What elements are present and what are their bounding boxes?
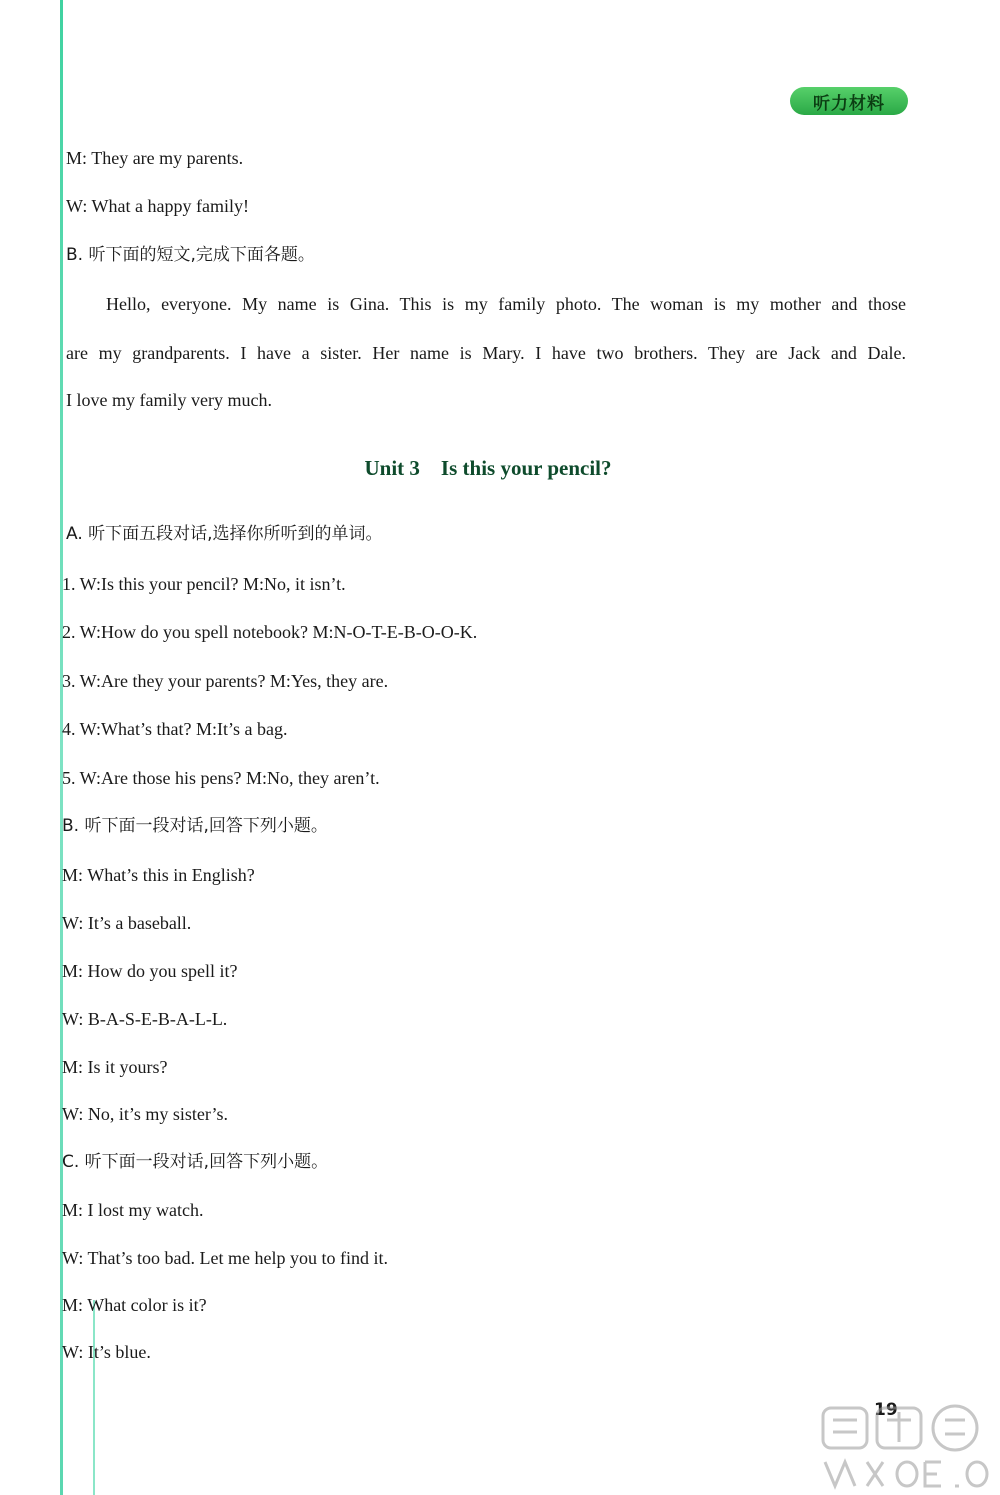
list-item: 4. W:What’s that? M:It’s a bag.	[62, 719, 288, 739]
speaker: M	[62, 1057, 79, 1077]
dialog-line: M: How do you spell it?	[62, 961, 238, 981]
speaker: M	[66, 148, 83, 168]
dialog-line: M: What’s this in English?	[62, 865, 255, 885]
speaker: W	[62, 1248, 79, 1268]
section-heading-a: A. 听下面五段对话,选择你所听到的单词。	[66, 524, 383, 544]
speaker: W	[62, 1104, 79, 1124]
section-heading-b: B. 听下面的短文,完成下面各题。	[66, 245, 315, 265]
dialog-line: M: I lost my watch.	[62, 1200, 204, 1220]
watermark-logo-icon	[815, 1402, 995, 1492]
speaker: W	[66, 196, 83, 216]
section-badge: 听力材料	[790, 87, 908, 115]
list-item: 1. W:Is this your pencil? M:No, it isn’t.	[62, 574, 346, 594]
passage-line: are my grandparents. I have a sister. Her name is Mary. I have two brothers. They are Jack and Dale.	[66, 343, 906, 363]
dialog-line: W: That’s too bad. Let me help you to find it.	[62, 1248, 388, 1268]
speaker: M	[62, 961, 79, 981]
dialog-line: M: What color is it?	[62, 1295, 207, 1315]
dialog-line: M: They are my parents.	[66, 148, 244, 168]
dialog-line: M: Is it yours?	[62, 1057, 168, 1077]
dialog-line: W: What a happy family!	[66, 196, 249, 216]
margin-rule	[60, 0, 63, 1495]
dialog-line: W: No, it’s my sister’s.	[62, 1104, 229, 1124]
section-heading-b: B. 听下面一段对话,回答下列小题。	[62, 816, 328, 836]
passage-line: I love my family very much.	[66, 390, 272, 410]
list-item: 3. W:Are they your parents? M:Yes, they are.	[62, 671, 389, 691]
unit-title: Unit 3 Is this your pencil?	[364, 456, 612, 480]
speaker: M	[62, 1295, 79, 1315]
speaker: M	[62, 865, 79, 885]
speaker: W	[62, 913, 79, 933]
passage-line: Hello, everyone. My name is Gina. This is my family photo. The woman is my mother and those	[106, 294, 906, 314]
list-item: 2. W:How do you spell notebook? M:N-O-T-E-B-O-O-K.	[62, 622, 478, 642]
page-number: 19	[874, 1400, 898, 1420]
speaker: W	[62, 1009, 79, 1029]
margin-rule-secondary	[93, 1300, 95, 1495]
section-heading-c: C. 听下面一段对话,回答下列小题。	[62, 1152, 329, 1172]
dialog-line: W: It’s a baseball.	[62, 913, 192, 933]
dialog-line: W: It’s blue.	[62, 1342, 151, 1362]
list-item: 5. W:Are those his pens? M:No, they aren’t.	[62, 768, 380, 788]
dialog-line: W: B-A-S-E-B-A-L-L.	[62, 1009, 228, 1029]
speaker: M	[62, 1200, 79, 1220]
speaker: W	[62, 1342, 79, 1362]
